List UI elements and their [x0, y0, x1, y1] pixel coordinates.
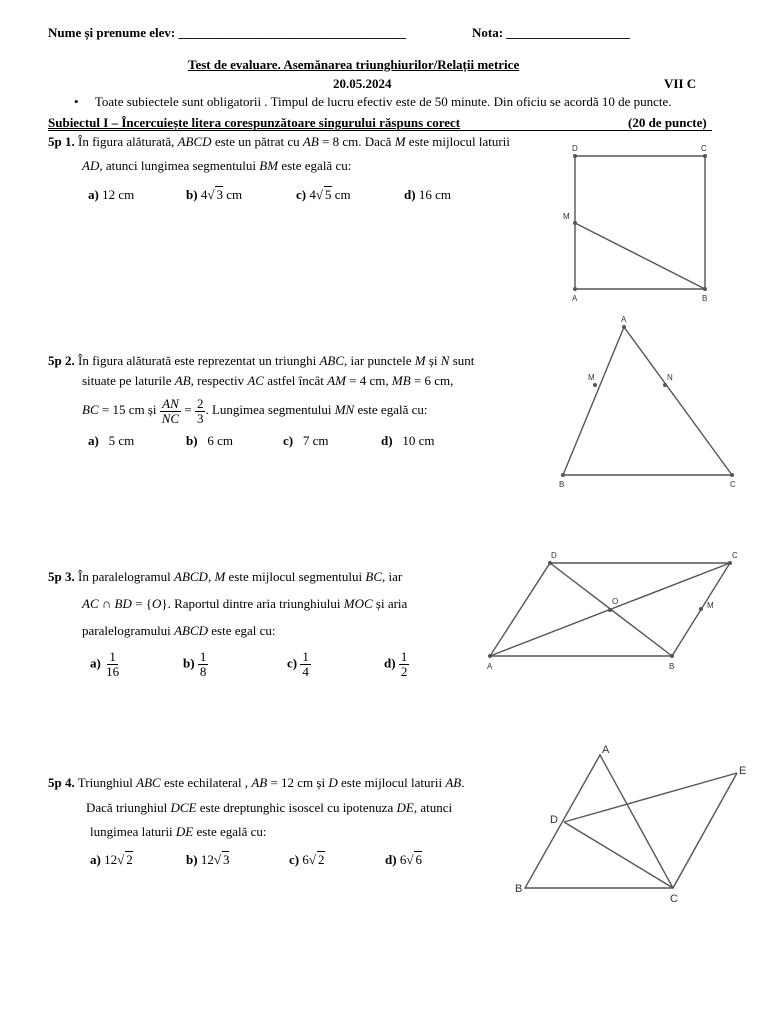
question-4-line-2: Dacă triunghiul DCE este dreptunghic isoscel cu ipotenuza DE, atunci [86, 800, 453, 815]
q3-choice-a[interactable]: a) $\frac{1}{16}$ [90, 649, 120, 679]
q4-point-e: E [739, 765, 747, 777]
q3-point-d: D [551, 551, 557, 560]
grade-blank[interactable]: ___________________ [506, 25, 630, 40]
q4-choice-d[interactable]: d) 6√ 6 [385, 852, 422, 867]
q1-point-m: M [563, 212, 570, 221]
q4-choice-c[interactable]: c) 6√ 2 [289, 852, 325, 867]
question-1-line-2: AD, atunci lungimea segmentului BM este egală cu: [82, 158, 352, 173]
q1-point-a: A [572, 294, 578, 303]
question-4-line-1: 5p 4. Triunghiul ABC este echilateral , AB = 12 cm și D este mijlocul laturii AB. [48, 775, 465, 790]
q2-point-a: A [621, 315, 627, 324]
q4-point-c: C [670, 893, 678, 905]
question-2-line-3: BC = 15 cm și $\frac{AN}{NC}$ = $\frac{2}{3}$ . Lungimea segmentului MN este egală cu: [82, 395, 428, 426]
q2-point-m: M [588, 373, 595, 382]
q1-choice-d[interactable]: d) 16 cm [404, 187, 451, 202]
q1-choice-a[interactable]: a) 12 cm [88, 187, 135, 202]
q3-point-b: B [669, 662, 675, 671]
question-3-line-3: paralelogramului ABCD este egal cu: [82, 623, 276, 638]
q3-point-c: C [732, 551, 738, 560]
q2-point-n: N [667, 373, 673, 382]
question-3-line-2: AC ∩ BD = {O}. Raportul dintre aria triunghiului MOC și aria [82, 596, 408, 611]
grade-label: Nota: ___________________ [472, 25, 630, 40]
q2-triangle-figure [548, 312, 748, 492]
q2-choice-d[interactable]: d) 10 cm [381, 433, 435, 448]
student-name-blank[interactable]: ___________________________________ [178, 25, 406, 40]
q2-choice-b[interactable]: b) 6 cm [186, 433, 233, 448]
q4-point-a: A [602, 744, 610, 756]
section-points: (20 de puncte) [628, 115, 707, 130]
q4-choice-b[interactable]: b) 12√ 3 [186, 852, 230, 867]
test-date: 20.05.2024 [333, 76, 392, 91]
q4-triangle-figure [510, 740, 760, 910]
q1-choice-b[interactable]: b) 4√ 3 cm [186, 187, 243, 202]
instructions: • Toate subiectele sunt obligatorii . Timpul de lucru efectiv este de 50 minute. Din oficiu se acordă 10 de puncte. [74, 94, 672, 109]
q2-point-b: B [559, 480, 565, 489]
q3-point-o: O [612, 597, 619, 606]
q1-point-b: B [702, 294, 708, 303]
q2-point-c: C [730, 480, 736, 489]
q3-choice-c[interactable]: c) $\frac{1}{4}$ [287, 649, 309, 679]
question-2-line-1: 5p 2. În figura alăturată este reprezentat un triunghi ABC, iar punctele M și N sunt [48, 353, 475, 368]
q4-point-b: B [515, 883, 523, 895]
q2-choice-a[interactable]: a) 5 cm [88, 433, 135, 448]
question-2-line-2: situate pe laturile AB, respectiv AC astfel încât AM = 4 cm, MB = 6 cm, [82, 373, 454, 388]
class-label: VII C [664, 76, 697, 91]
question-4-line-3: lungimea laturii DE este egală cu: [90, 824, 267, 839]
section-title: Subiectul I – Încercuiește litera corespunzătoare singurului răspuns corect [48, 115, 461, 130]
q4-choice-a[interactable]: a) 12√ 2 [90, 852, 133, 867]
q1-choice-c[interactable]: c) 4√ 5 cm [296, 187, 351, 202]
q2-choice-c[interactable]: c) 7 cm [283, 433, 329, 448]
q3-parallelogram-figure [482, 545, 752, 675]
q1-point-d: D [572, 144, 578, 153]
q1-point-c: C [701, 144, 707, 153]
q3-point-m: M [707, 601, 714, 610]
q3-choice-d[interactable]: d) $\frac{1}{2}$ [384, 649, 408, 679]
student-name-label: Nume și prenume elev: ___________________________________ [48, 25, 406, 40]
q1-square-figure [560, 140, 720, 310]
q4-point-d: D [550, 814, 558, 826]
q3-point-a: A [487, 662, 493, 671]
test-title: Test de evaluare. Asemănarea triunghiurilor/Relații metrice [188, 57, 520, 72]
q3-choice-b[interactable]: b) $\frac{1}{8}$ [183, 649, 207, 679]
section-underline [48, 130, 712, 131]
question-1-line-1: 5p 1. În figura alăturată, ABCD este un pătrat cu AB = 8 cm. Dacă M este mijlocul laturii [48, 134, 510, 149]
question-3-line-1: 5p 3. În paralelogramul ABCD, M este mijlocul segmentului BC, iar [48, 569, 403, 584]
